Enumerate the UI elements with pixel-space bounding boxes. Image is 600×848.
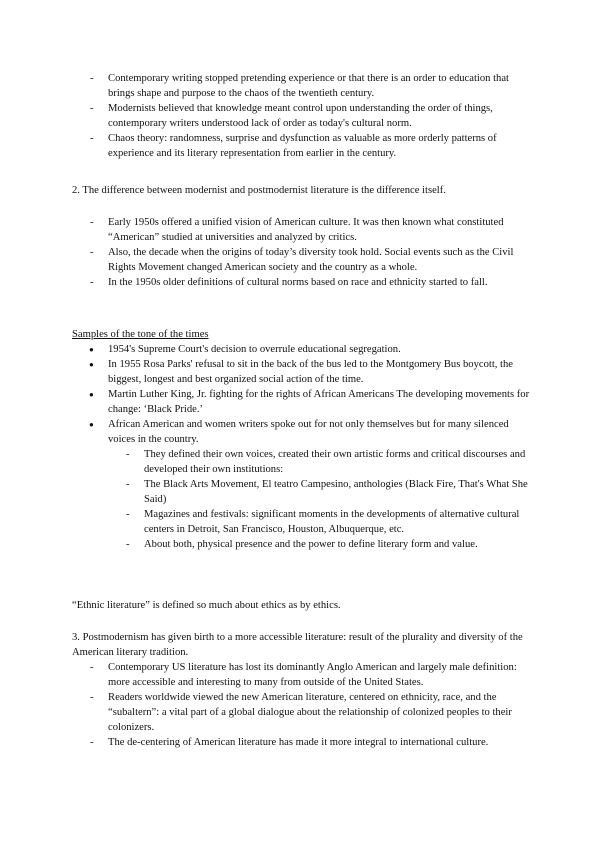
section3-list — [72, 660, 532, 750]
section2-heading-block — [72, 183, 532, 198]
list-item: - Contemporary writing stopped pretending experience or that there is an order to education that brings shape and purpose to the chaos of the twentieth century. — [72, 71, 532, 101]
list-item: - Modernists believed that knowledge meant control upon understanding the order of things, contemporary writers understood lack of order as today's cultural norm. — [72, 101, 532, 131]
samples-sublist — [108, 447, 532, 552]
sub-list-item: - Magazines and festivals: significant moments in the developments of alternative cultural centers in Detroit, San Francisco, Houston, Albuquerque, etc. — [108, 507, 532, 537]
list-item: ● African American and women writers spoke out for not only themselves but for many silenced voices in the country. — [72, 417, 532, 447]
ethnic-note: “Ethnic literature” is defined so much about ethics as by ethics. — [72, 600, 341, 611]
section2-heading: 2. The difference between modernist and postmodernist literature is the difference itself. — [72, 185, 446, 196]
samples-block — [72, 327, 532, 552]
list-item: ● Martin Luther King, Jr. fighting for the rights of African Americans The developing movements for change: ‘Black Pride.’ — [72, 387, 532, 417]
list-item: ● 1954's Supreme Court's decision to overrule educational segregation. — [72, 342, 532, 357]
section1-list-block — [72, 71, 532, 161]
section3-block — [72, 630, 532, 750]
sub-list-item: - They defined their own voices, created their own artistic forms and critical discourses and developed their own institutions: — [108, 447, 532, 477]
section3-heading: 3. Postmodernism has given birth to a more accessible literature: result of the plurality and diversity of the American literary tradition. — [72, 632, 523, 658]
samples-list — [72, 342, 532, 447]
sub-list-item: - About both, physical presence and the power to define literary form and value. — [108, 537, 532, 552]
sub-list-item: - The Black Arts Movement, El teatro Campesino, anthologies (Black Fire, That's What She Said) — [108, 477, 532, 507]
list-item: - Chaos theory: randomness, surprise and dysfunction as valuable as more orderly patterns of experience and its literary representation from earlier in the century. — [72, 131, 532, 161]
list-item: - Contemporary US literature has lost its dominantly Anglo American and largely male definition: more accessible and interesting to many from outside of the United States. — [72, 660, 532, 690]
list-item: - Early 1950s offered a unified vision of American culture. It was then known what constituted “American” studied at universities and analyzed by critics. — [72, 215, 532, 245]
list-item: - The de-centering of American literature has made it more integral to international culture. — [72, 735, 532, 750]
list-item: - In the 1950s older definitions of cultural norms based on race and ethnicity started to fall. — [72, 275, 532, 290]
samples-heading: Samples of the tone of the times — [72, 329, 209, 340]
list-item: - Also, the decade when the origins of today’s diversity took hold. Social events such as the Civil Rights Movement changed American society and the country as a whole. — [72, 245, 532, 275]
section2-list-block — [72, 215, 532, 290]
ethnic-note-block — [72, 598, 532, 613]
list-item: - Readers worldwide viewed the new American literature, centered on ethnicity, race, and the “subaltern”: a vital part of a global dialogue about the relationship of colonized peoples to their colonizers. — [72, 690, 532, 735]
section2-list — [72, 215, 532, 290]
list-item: ● In 1955 Rosa Parks' refusal to sit in the back of the bus led to the Montgomery Bus boycott, the biggest, longest and best organized social action of the time. — [72, 357, 532, 387]
section1-list — [72, 71, 532, 161]
